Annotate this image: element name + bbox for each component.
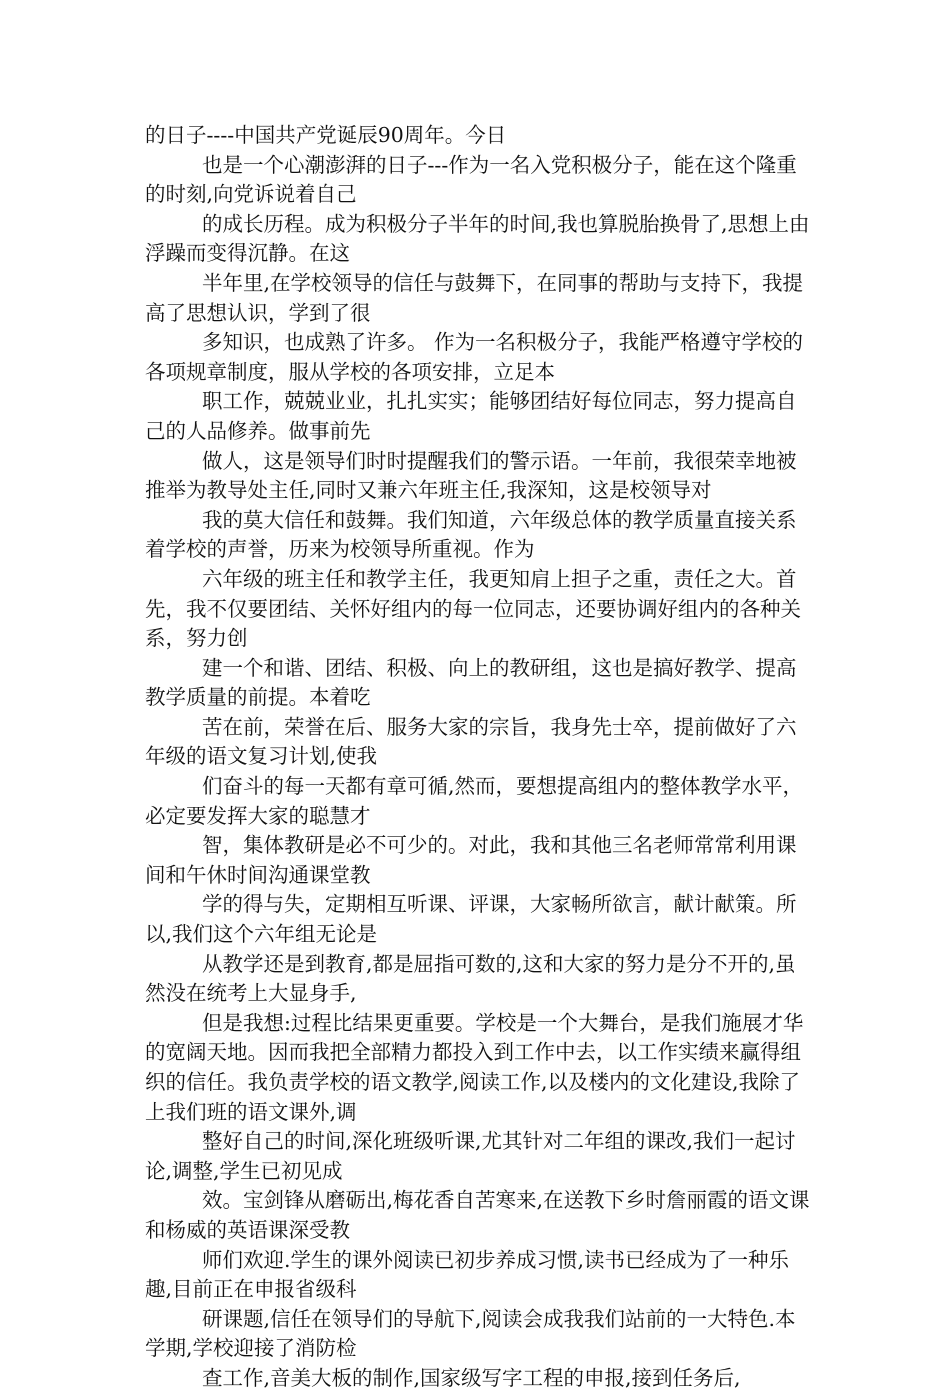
- paragraph: 研课题,信任在领导们的导航下,阅读会成我我们站前的一大特色.本学期,学校迎接了消防检: [145, 1306, 796, 1361]
- paragraph: 做人，这是领导们时时提醒我们的警示语。一年前，我很荣幸地被推举为教导处主任,同时又兼六年班主任,我深知，这是校领导对: [145, 448, 797, 503]
- paragraph: 的日子----中国共产党诞辰90周年。今日: [145, 123, 507, 147]
- paragraph: 但是我想:过程比结果更重要。学校是一个大舞台，是我们施展才华的宽阔天地。因而我把全部精力都投入到工作中去，以工作实绩来赢得组织的信任。我负责学校的语文教学,阅读工作,以及楼内的文化建设,我除了上我们班的语文课外,调: [145, 1010, 804, 1124]
- paragraph: 学的得与失，定期相互听课、评课，大家畅所欲言，献计献策。所以,我们这个六年组无论是: [145, 892, 797, 947]
- paragraph: 从教学还是到教育,都是屈指可数的,这和大家的努力是分不开的,虽然没在统考上大显身手,: [145, 951, 796, 1006]
- paragraph: 整好自己的时间,深化班级听课,尤其针对二年组的课改,我们一起讨论,调整,学生已初见成: [145, 1129, 796, 1183]
- paragraph: 智，集体教研是必不可少的。对此，我和其他三名老师常常利用课间和午休时间沟通课堂教: [145, 833, 797, 887]
- paragraph: 建一个和谐、团结、积极、向上的教研组，这也是搞好教学、提高教学质量的前提。本着吃: [145, 655, 797, 710]
- paragraph: 也是一个心潮澎湃的日子---作为一名入党积极分子，能在这个隆重的时刻,向党诉说着自己: [145, 152, 797, 207]
- paragraph: 多知识，也成熟了许多。 作为一名积极分子，我能严格遵守学校的各项规章制度，服从学校的各项安排，立足本: [145, 330, 804, 384]
- paragraph: 职工作，兢兢业业，扎扎实实；能够团结好每位同志，努力提高自己的人品修养。做事前先: [145, 389, 797, 443]
- body-text: [145, 121, 815, 1394]
- paragraph: 的成长历程。成为积极分子半年的时间,我也算脱胎换骨了,思想上由浮躁而变得沉静。在这: [145, 211, 810, 266]
- paragraph: 六年级的班主任和教学主任，我更知肩上担子之重，责任之大。首先，我不仅要团结、关怀好组内的每一位同志，还要协调好组内的各种关系，努力创: [145, 566, 801, 651]
- paragraph: 师们欢迎.学生的课外阅读已初步养成习惯,读书已经成为了一种乐趣,目前正在申报省级科: [145, 1247, 790, 1302]
- paragraph: 们奋斗的每一天都有章可循,然而，要想提高组内的整体教学水平，必定要发挥大家的聪慧才: [145, 774, 804, 828]
- paragraph: 效。宝剑锋从磨砺出,梅花香自苦寒来,在送教下乡时詹丽霞的语文课和杨威的英语课深受教: [145, 1188, 810, 1242]
- paragraph: 我的莫大信任和鼓舞。我们知道，六年级总体的教学质量直接关系着学校的声誉，历来为校领导所重视。作为: [145, 507, 797, 562]
- paragraph: 查工作,音美大板的制作,国家级写字工程的申报,接到任务后,: [202, 1365, 741, 1390]
- paragraph: 苦在前，荣誉在后、服务大家的宗旨，我身先士卒，提前做好了六年级的语文复习计划,使我: [145, 714, 797, 769]
- paragraph: 半年里,在学校领导的信任与鼓舞下，在同事的帮助与支持下，我提高了思想认识，学到了很: [145, 270, 804, 325]
